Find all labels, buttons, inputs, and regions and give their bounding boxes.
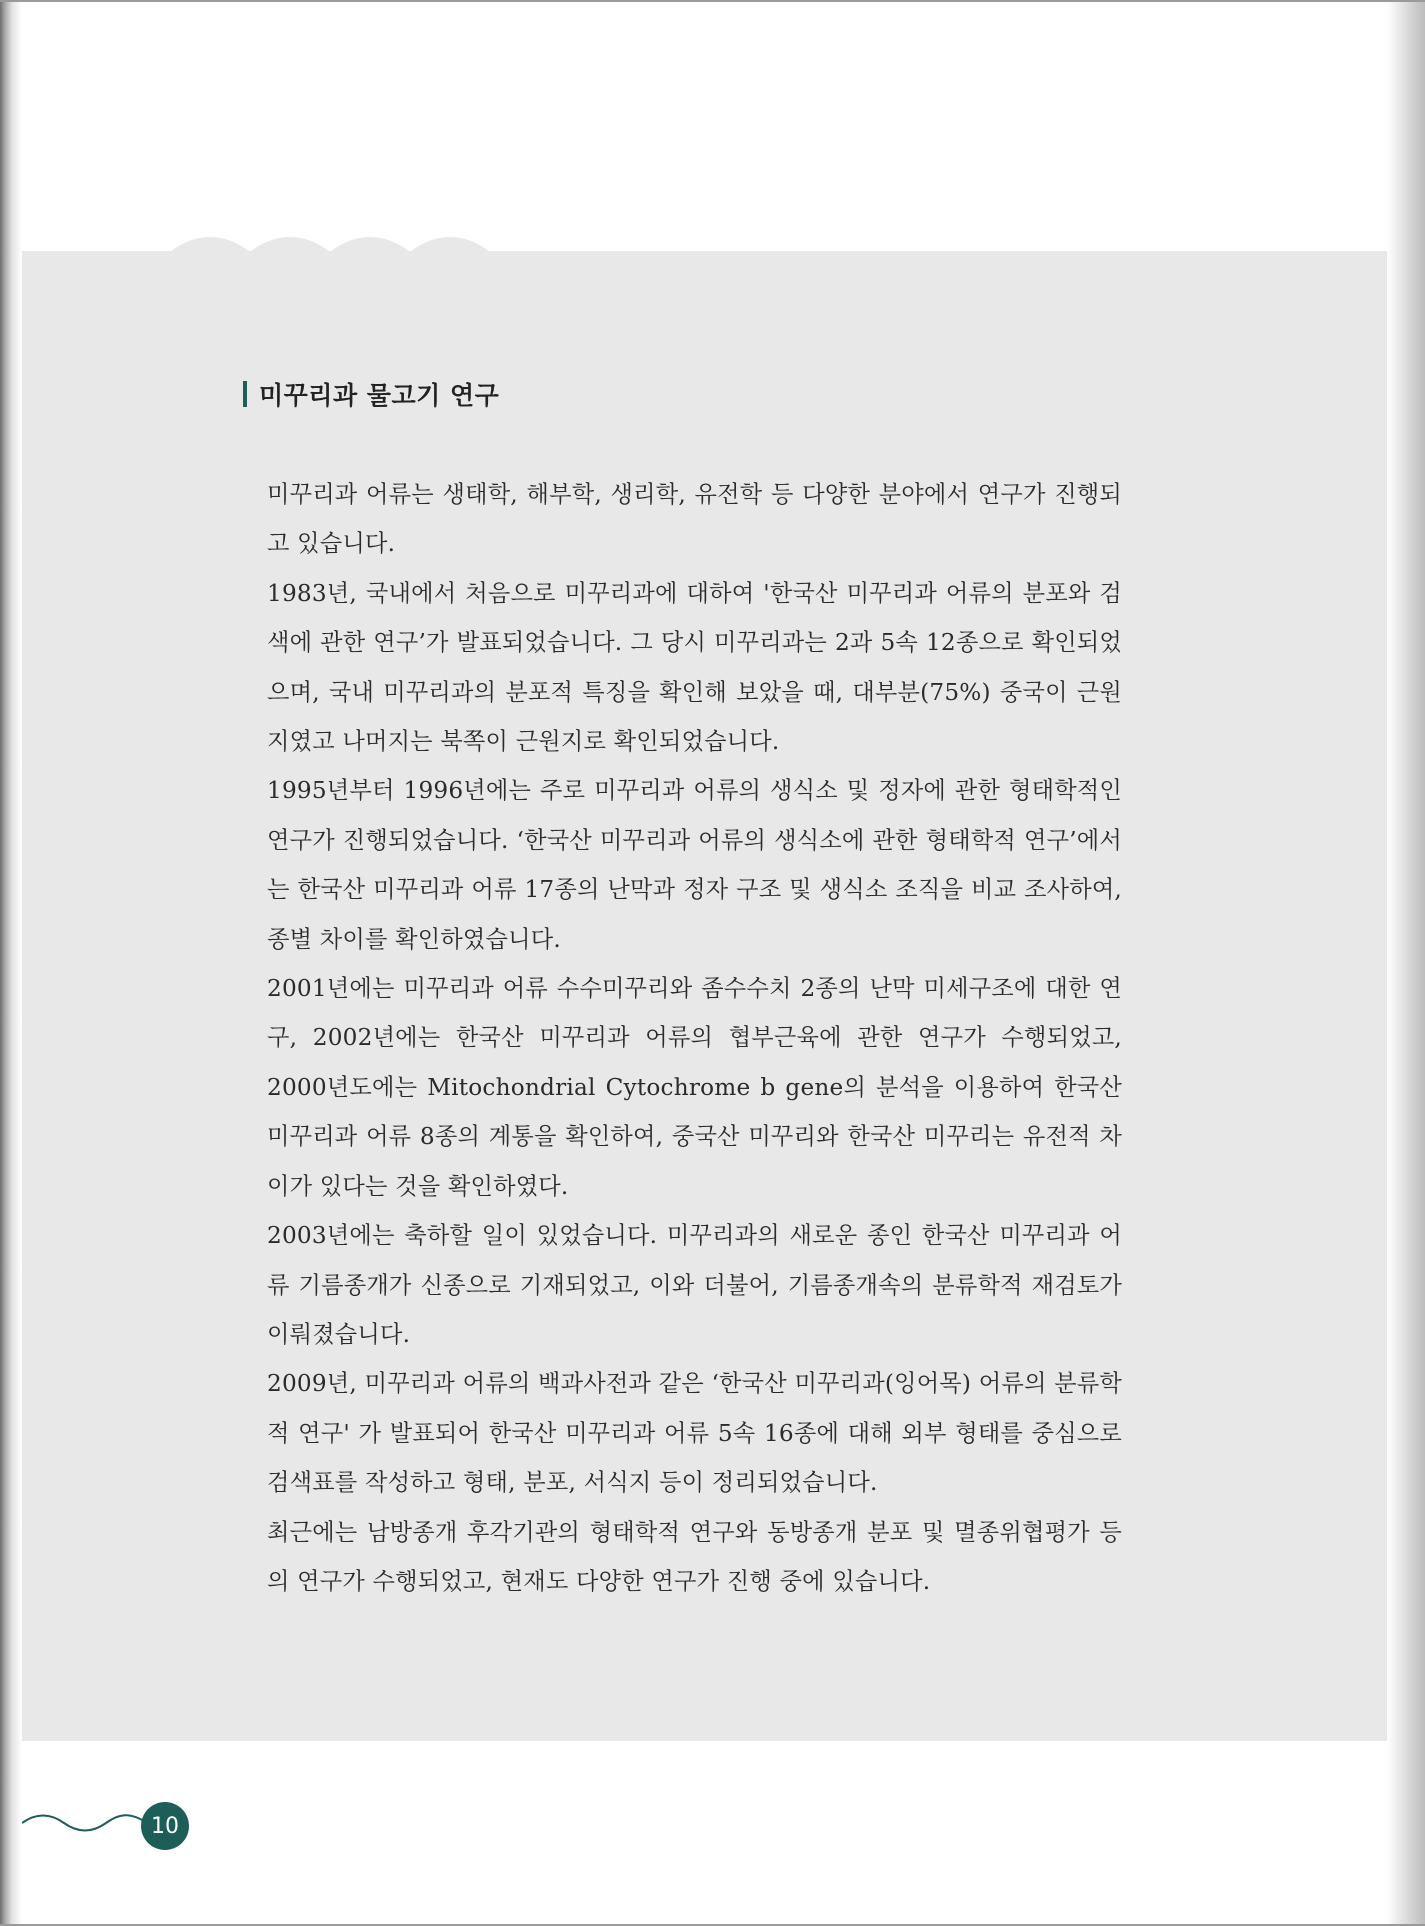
page-top-border: [0, 0, 1425, 2]
heading-accent-bar: [243, 381, 247, 407]
paragraph: 1983년, 국내에서 처음으로 미꾸리과에 대하여 '한국산 미꾸리과 어류의 분포와 검색에 관한 연구’가 발표되었습니다. 그 당시 미꾸리과는 2과 5속 12종으로 확인되었으며, 국내 미꾸리과의 분포적 특징을 확인해 보았을 때, 대부분(75%) 중국이 근원지였고 나머지는 북쪽이 근원지로 확인되었습니다.: [267, 579, 1122, 756]
page-number: 10: [151, 1813, 179, 1839]
binding-edge: [0, 0, 22, 1926]
section-title: 미꾸리과 물고기 연구: [259, 381, 500, 410]
body-text: [267, 470, 1122, 1606]
section-heading: [243, 374, 499, 414]
paragraph: 1995년부터 1996년에는 주로 미꾸리과 어류의 생식소 및 정자에 관한 형태학적인 연구가 진행되었습니다. ‘한국산 미꾸리과 어류의 생식소에 관한 형태학적 연구’에서는 한국산 미꾸리과 어류 17종의 난막과 정자 구조 및 생식소 조직을 비교 조사하여, 종별 차이를 확인하였습니다.: [267, 777, 1122, 953]
page-edge-shadow: [1387, 0, 1425, 1926]
paragraph: 최근에는 남방종개 후각기관의 형태학적 연구와 동방종개 분포 및 멸종위협평가 등의 연구가 수행되었고, 현재도 다양한 연구가 진행 중에 있습니다.: [267, 1518, 1122, 1595]
wave-decoration-top: [170, 226, 510, 254]
paragraph: 2003년에는 축하할 일이 있었습니다. 미꾸리과의 새로운 종인 한국산 미꾸리과 어류 기름종개가 신종으로 기재되었고, 이와 더불어, 기름종개속의 분류학적 재검토가 이뤄졌습니다.: [267, 1222, 1122, 1348]
paragraph: 미꾸리과 어류는 생태학, 해부학, 생리학, 유전학 등 다양한 분야에서 연구가 진행되고 있습니다.: [267, 481, 1122, 558]
paragraph: 2009년, 미꾸리과 어류의 백과사전과 같은 ‘한국산 미꾸리과(잉어목) 어류의 분류학적 연구' 가 발표되어 한국산 미꾸리과 어류 5속 16종에 대해 외부 형태를 중심으로 검색표를 작성하고 형태, 분포, 서식지 등이 정리되었습니다.: [267, 1370, 1122, 1497]
wave-decoration-bottom: [22, 1808, 146, 1838]
paragraph: 2001년에는 미꾸리과 어류 수수미꾸리와 좀수수치 2종의 난막 미세구조에 대한 연구, 2002년에는 한국산 미꾸리과 어류의 협부근육에 관한 연구가 수행되었고, 2000년도에는 Mitochondrial Cytochrome b gene의 분석을 이용하여 한국산 미꾸리과 어류 8종의 계통을 확인하여, 중국산 미꾸리와 한국산 미꾸리는 유전적 차이가 있다는 것을 확인하였다.: [267, 975, 1122, 1200]
page-number-badge: [141, 1802, 189, 1850]
